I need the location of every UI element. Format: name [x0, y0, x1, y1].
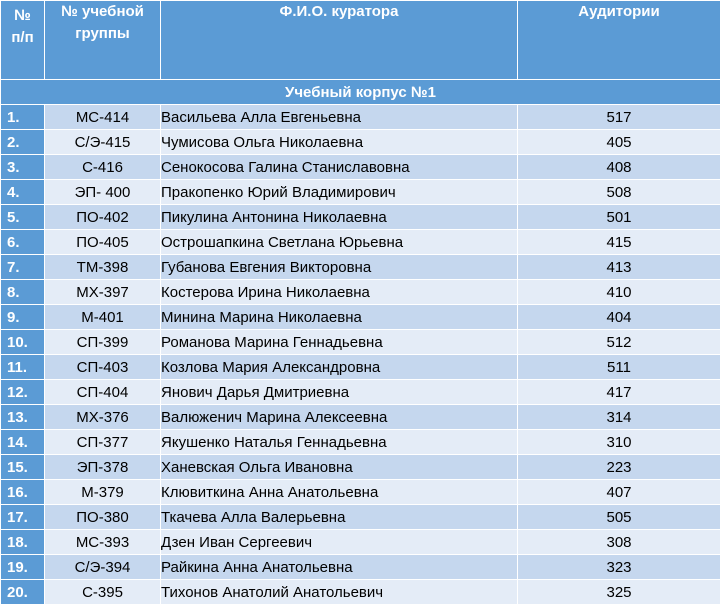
table-row — [1, 505, 720, 530]
row-number: 11. — [1, 355, 45, 380]
group-cell: СП-377 — [45, 430, 161, 455]
room-cell: 511 — [518, 355, 720, 380]
row-number: 1. — [1, 105, 45, 130]
room-cell: 508 — [518, 180, 720, 205]
table-row — [1, 280, 720, 305]
header-number-line1: № — [14, 7, 31, 24]
table-row — [1, 405, 720, 430]
group-cell: ТМ-398 — [45, 255, 161, 280]
group-cell: СП-404 — [45, 380, 161, 405]
table-row — [1, 155, 720, 180]
table-row — [1, 130, 720, 155]
row-number: 10. — [1, 330, 45, 355]
row-number: 9. — [1, 305, 45, 330]
table-row — [1, 380, 720, 405]
table-row — [1, 255, 720, 280]
table-row — [1, 455, 720, 480]
group-cell: С-416 — [45, 155, 161, 180]
table-row — [1, 230, 720, 255]
group-cell: МХ-376 — [45, 405, 161, 430]
curator-cell: Якушенко Наталья Геннадьевна — [161, 430, 518, 455]
curator-cell: Чумисова Ольга Николаевна — [161, 130, 518, 155]
room-cell: 223 — [518, 455, 720, 480]
curator-cell: Дзен Иван Сергеевич — [161, 530, 518, 555]
curator-cell: Райкина Анна Анатольевна — [161, 555, 518, 580]
row-number: 15. — [1, 455, 45, 480]
row-number: 19. — [1, 555, 45, 580]
header-group-line2: группы — [75, 25, 130, 42]
room-cell: 517 — [518, 105, 720, 130]
group-cell: М-379 — [45, 480, 161, 505]
curator-cell: Тихонов Анатолий Анатольевич — [161, 580, 518, 605]
table-row — [1, 580, 720, 605]
room-cell: 417 — [518, 380, 720, 405]
row-number: 13. — [1, 405, 45, 430]
row-number: 16. — [1, 480, 45, 505]
table-row — [1, 555, 720, 580]
header-number-line2: п/п — [11, 29, 34, 46]
group-cell: С/Э-415 — [45, 130, 161, 155]
curator-cell: Острошапкина Светлана Юрьевна — [161, 230, 518, 255]
room-cell: 408 — [518, 155, 720, 180]
curator-cell: Костерова Ирина Николаевна — [161, 280, 518, 305]
table-header — [1, 1, 720, 80]
group-cell: С-395 — [45, 580, 161, 605]
row-number: 14. — [1, 430, 45, 455]
header-curator: Ф.И.О. куратора — [161, 1, 518, 80]
row-number: 6. — [1, 230, 45, 255]
table-row — [1, 205, 720, 230]
section-row — [1, 80, 720, 105]
room-cell: 410 — [518, 280, 720, 305]
curator-cell: Валюженич Марина Алексеевна — [161, 405, 518, 430]
room-cell: 310 — [518, 430, 720, 455]
table-row — [1, 105, 720, 130]
row-number: 12. — [1, 380, 45, 405]
room-cell: 415 — [518, 230, 720, 255]
group-cell: МХ-397 — [45, 280, 161, 305]
group-cell: ЭП- 400 — [45, 180, 161, 205]
table-row — [1, 355, 720, 380]
room-cell: 501 — [518, 205, 720, 230]
group-cell: С/Э-394 — [45, 555, 161, 580]
curator-cell: Минина Марина Николаевна — [161, 305, 518, 330]
room-cell: 405 — [518, 130, 720, 155]
row-number: 17. — [1, 505, 45, 530]
row-number: 7. — [1, 255, 45, 280]
row-number: 20. — [1, 580, 45, 605]
room-cell: 407 — [518, 480, 720, 505]
group-cell: ПО-402 — [45, 205, 161, 230]
curator-cell: Васильева Алла Евгеньевна — [161, 105, 518, 130]
curator-cell: Козлова Мария Александровна — [161, 355, 518, 380]
room-cell: 413 — [518, 255, 720, 280]
row-number: 5. — [1, 205, 45, 230]
room-cell: 505 — [518, 505, 720, 530]
row-number: 4. — [1, 180, 45, 205]
row-number: 3. — [1, 155, 45, 180]
group-cell: СП-399 — [45, 330, 161, 355]
group-cell: ПО-380 — [45, 505, 161, 530]
group-cell: ПО-405 — [45, 230, 161, 255]
curator-cell: Клювиткина Анна Анатольевна — [161, 480, 518, 505]
curator-cell: Романова Марина Геннадьевна — [161, 330, 518, 355]
row-number: 18. — [1, 530, 45, 555]
curator-cell: Янович Дарья Дмитриевна — [161, 380, 518, 405]
group-cell: СП-403 — [45, 355, 161, 380]
curator-cell: Пикулина Антонина Николаевна — [161, 205, 518, 230]
group-cell: МС-414 — [45, 105, 161, 130]
table-row — [1, 480, 720, 505]
room-cell: 404 — [518, 305, 720, 330]
room-cell: 323 — [518, 555, 720, 580]
group-cell: ЭП-378 — [45, 455, 161, 480]
table-row — [1, 330, 720, 355]
table-row — [1, 530, 720, 555]
curator-cell: Ханевская Ольга Ивановна — [161, 455, 518, 480]
header-rooms: Аудитории — [518, 1, 720, 80]
section-title: Учебный корпус №1 — [1, 80, 720, 105]
table-row — [1, 430, 720, 455]
table-body — [1, 80, 720, 605]
group-cell: МС-393 — [45, 530, 161, 555]
header-number — [1, 1, 45, 80]
curator-cell: Пракопенко Юрий Владимирович — [161, 180, 518, 205]
curator-cell: Губанова Евгения Викторовна — [161, 255, 518, 280]
curator-cell: Сенокосова Галина Станиславовна — [161, 155, 518, 180]
room-cell: 512 — [518, 330, 720, 355]
table-row — [1, 305, 720, 330]
header-group — [45, 1, 161, 80]
room-cell: 325 — [518, 580, 720, 605]
row-number: 8. — [1, 280, 45, 305]
curator-cell: Ткачева Алла Валерьевна — [161, 505, 518, 530]
group-cell: М-401 — [45, 305, 161, 330]
table-row — [1, 180, 720, 205]
room-cell: 308 — [518, 530, 720, 555]
row-number: 2. — [1, 130, 45, 155]
room-cell: 314 — [518, 405, 720, 430]
header-group-line1: № учебной — [61, 3, 144, 20]
